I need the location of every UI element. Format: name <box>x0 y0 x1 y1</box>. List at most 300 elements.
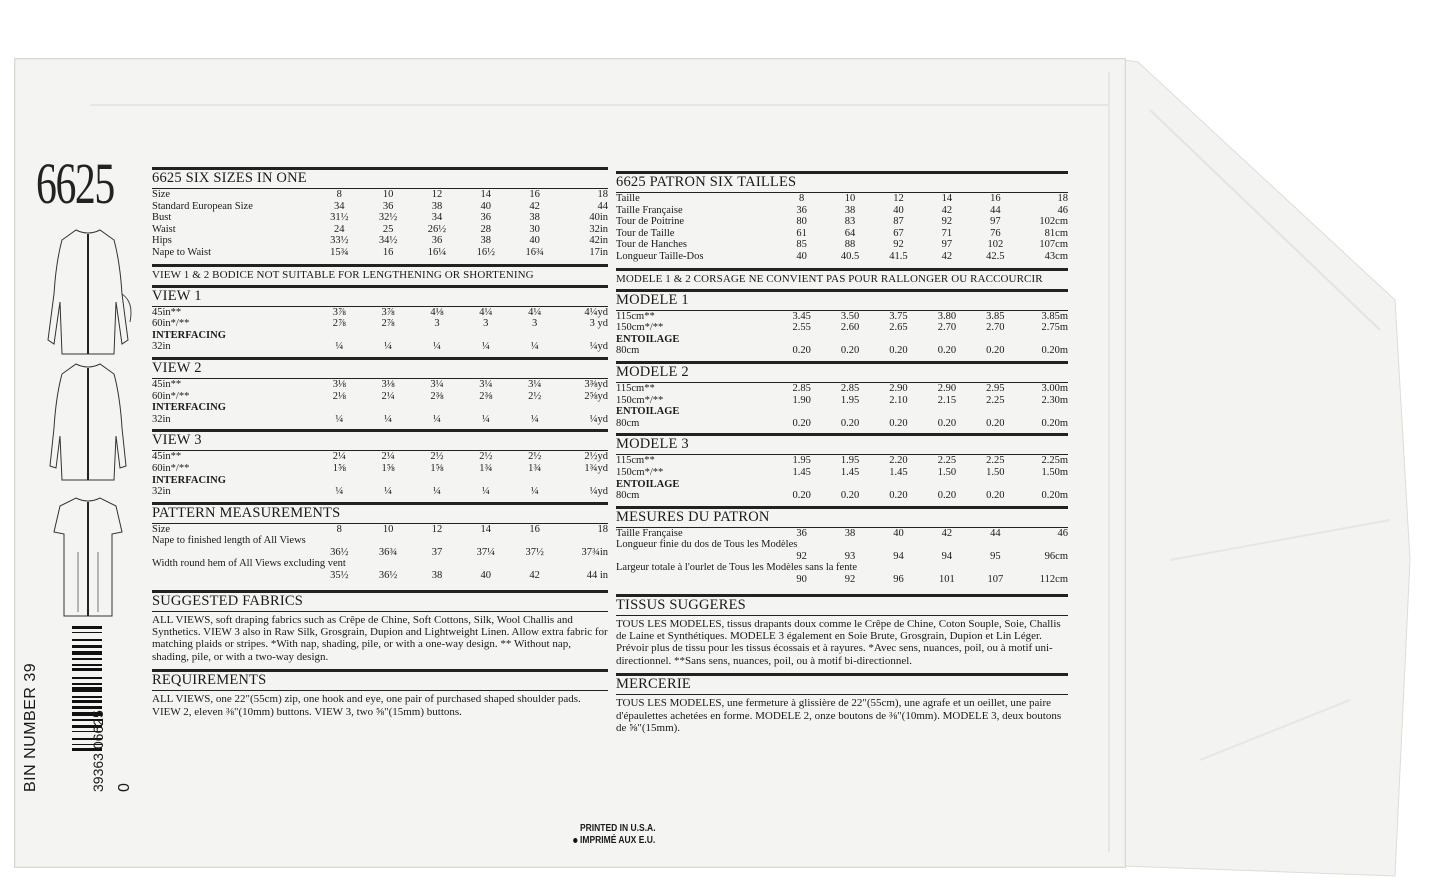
cell-value: 32in <box>589 223 608 235</box>
view-title: MODELE 3 <box>616 433 1068 452</box>
size-chart <box>152 189 608 259</box>
cell-value: 4¼ <box>479 306 493 318</box>
yardage-table <box>152 379 608 425</box>
pattern-measurements-table <box>152 524 608 582</box>
cell-value: 42 <box>529 200 540 212</box>
cell-value: 107 <box>987 574 1004 586</box>
cell-value: 101 <box>939 574 955 586</box>
yardage-row <box>152 463 608 475</box>
empty-cell <box>1020 479 1068 491</box>
cell-value: 0.20 <box>840 417 860 429</box>
cell-value: 36 <box>480 212 492 224</box>
row-label: 32in <box>152 486 171 498</box>
cell-value: 3 <box>483 318 489 330</box>
yardage-table <box>616 383 1068 429</box>
cell-value: 2.25m <box>1041 455 1068 467</box>
cell-value: 16¾ <box>525 246 544 258</box>
bodice-note-fr: MODELE 1 & 2 CORSAGE NE CONVIENT PAS POUR RALLONGER OU RACCOURCIR <box>616 268 1068 285</box>
yardage-views-fr <box>616 289 1068 502</box>
divider <box>616 694 1068 695</box>
cell-value: 1⅝ <box>381 462 395 474</box>
cell-value: 28 <box>480 223 492 235</box>
cell-value: 0.20 <box>889 417 908 429</box>
cell-value: 1⅝ <box>430 462 444 474</box>
cell-value: 0.20 <box>792 417 811 429</box>
cell-value: 15¾ <box>330 246 349 258</box>
cell-value: 92 <box>941 216 953 228</box>
cell-value: ¼ <box>530 486 539 498</box>
cell-value: 38 <box>431 570 443 582</box>
cell-value: 8 <box>336 189 342 200</box>
barcode-bar <box>72 645 102 648</box>
row-label: 60in*/** <box>152 318 190 330</box>
empty-cell <box>1020 406 1068 418</box>
cell-value: 42 <box>529 570 540 582</box>
cell-value: 3⅞ <box>381 306 395 318</box>
cell-value: ¼ <box>335 341 344 353</box>
empty-cell <box>364 475 413 487</box>
cell-value: 2.65 <box>889 322 908 334</box>
suggested-fabrics-text: ALL VIEWS, soft draping fabrics such as Crêpe de Chine, Soft Cottons, Silk, Wool Challis and Synthetics. VIEW 3 also in Raw Silk, Grosgrain, Dupion and Lightweight Linen. Allow extra fabric for matching plaids or stripes. *With nap, shading, pile, or with a one-way design. ** Without nap, shading, pile, or with a two-way design. <box>152 613 608 663</box>
empty-cell <box>777 479 825 491</box>
cell-value: 88 <box>844 239 856 251</box>
bodice-note: VIEW 1 & 2 BODICE NOT SUITABLE FOR LENGTHENING OR SHORTENING <box>152 264 608 281</box>
cell-value: ¼ <box>530 341 539 353</box>
barcode-bar <box>72 626 102 629</box>
measure-values-row <box>616 574 1068 586</box>
cell-value: 2.90 <box>889 382 908 394</box>
cell-value: 2.70 <box>986 322 1005 334</box>
row-label: Nape to Waist <box>152 246 212 258</box>
cell-value: 16 <box>990 193 1001 204</box>
cell-value: 2.15 <box>937 394 957 406</box>
pattern-number: 6625 <box>36 151 114 216</box>
row-label: Longueur finie du dos de Tous les Modèles <box>616 539 798 551</box>
measure-values-row <box>616 528 1068 540</box>
cell-value: 44 <box>990 527 1001 539</box>
cell-value: ¼ <box>481 341 490 353</box>
yardage-row <box>616 322 1068 334</box>
cell-value: 61 <box>796 227 807 239</box>
row-label: INTERFACING <box>152 474 226 486</box>
cell-value: 112cm <box>1039 574 1068 586</box>
cell-value: 0.20 <box>840 345 860 357</box>
cell-value: 40 <box>893 204 904 216</box>
cell-value: 32½ <box>378 212 398 224</box>
cell-value: 30 <box>529 223 540 235</box>
cell-value: 2¼ <box>332 451 346 463</box>
empty-cell <box>923 479 971 491</box>
cell-value: 92 <box>844 574 856 586</box>
cell-value: 1¾yd <box>584 462 608 474</box>
row-label: 80cm <box>616 490 640 502</box>
row-label: Taille <box>616 193 640 204</box>
row-label: ENTOILAGE <box>616 406 680 418</box>
measure-label-row <box>616 562 1068 574</box>
empty-cell <box>826 406 874 418</box>
cell-value: 102 <box>987 239 1004 251</box>
yardage-row <box>616 395 1068 407</box>
cell-value: 2½ <box>430 451 444 463</box>
cell-value: 2.25 <box>986 394 1005 406</box>
row-label: 115cm** <box>616 455 655 467</box>
row-label: 32in <box>152 341 171 353</box>
empty-cell <box>923 334 971 346</box>
cell-value: 2¼ <box>381 451 395 463</box>
empty-cell <box>1020 334 1068 346</box>
barcode-bar <box>72 683 102 685</box>
barcode-digits: 39363 06625 <box>90 710 106 792</box>
barcode-bar <box>72 658 102 660</box>
row-label: INTERFACING <box>152 329 226 341</box>
cell-value: 38 <box>844 527 856 539</box>
cell-value: 85 <box>796 239 807 251</box>
empty-cell <box>923 406 971 418</box>
row-label: 150cm*/** <box>616 466 664 478</box>
size-row <box>152 224 608 236</box>
requirements-title: REQUIREMENTS <box>152 669 608 688</box>
size-row <box>152 247 608 259</box>
envelope-crease <box>1108 72 1110 852</box>
cell-value: 1.90 <box>792 394 811 406</box>
empty-cell <box>874 334 922 346</box>
bin-number: BIN NUMBER 39 <box>22 662 39 792</box>
barcode-bar <box>72 632 102 634</box>
empty-cell <box>461 330 510 342</box>
yardage-row <box>616 383 1068 395</box>
cell-value: 1.50 <box>986 466 1005 478</box>
empty-cell <box>826 479 874 491</box>
cell-value: 2⅜ <box>430 390 444 402</box>
cell-value: 36 <box>796 527 807 539</box>
row-label: Tour de Poitrine <box>616 216 685 228</box>
empty-cell <box>874 406 922 418</box>
cell-value: 1.45 <box>840 466 860 478</box>
cell-value: 38 <box>529 212 540 224</box>
divider <box>616 615 1068 616</box>
cell-value: 2½ <box>528 390 542 402</box>
row-label: Nape to finished length of All Views <box>152 535 306 547</box>
size-chart-title: 6625 SIX SIZES IN ONE <box>152 167 608 186</box>
row-label: Tour de Taille <box>616 227 675 239</box>
cell-value: 1.95 <box>840 394 860 406</box>
cell-value: 1.50m <box>1041 466 1068 478</box>
cell-value: 96 <box>893 574 904 586</box>
barcode-bar <box>72 700 102 703</box>
yardage-row <box>616 479 1068 491</box>
pattern-measurements-title-fr: MESURES DU PATRON <box>616 506 1068 525</box>
empty-cell <box>364 330 413 342</box>
requirements-text: ALL VIEWS, one 22"(55cm) zip, one hook and eye, one pair of purchased shaped shoulder pads. VIEW 2, eleven ⅜"(10mm) buttons. VIEW 3, two ⅝"(15mm) buttons. <box>152 693 581 718</box>
row-label: 45in** <box>152 451 182 463</box>
row-label: 80cm <box>616 345 640 357</box>
cell-value: 2¼ <box>381 390 395 402</box>
cell-value: 2.90 <box>937 382 957 394</box>
yardage-table <box>616 455 1068 501</box>
yardage-row <box>152 318 608 330</box>
cell-value: 24 <box>334 223 345 235</box>
cell-value: 3⅞ <box>332 306 346 318</box>
cell-value: 2.20 <box>889 455 908 467</box>
barcode-bar <box>72 696 102 698</box>
cell-value: 80 <box>796 216 807 228</box>
empty-cell <box>971 406 1019 418</box>
cell-value: 2.85 <box>792 382 811 394</box>
divider <box>152 690 608 691</box>
empty-cell <box>413 330 462 342</box>
row-label <box>152 570 315 582</box>
cell-value: 42.5 <box>986 250 1005 262</box>
envelope-crease <box>90 104 1110 106</box>
view-1-sketch <box>38 222 138 362</box>
cell-value: 2⅜ <box>479 390 493 402</box>
cell-value: 0.20m <box>1041 417 1068 429</box>
pattern-measurements-title: PATTERN MEASUREMENTS <box>152 502 608 521</box>
cell-value: 37¾in <box>581 546 608 558</box>
empty-cell <box>315 330 364 342</box>
cell-value: 40 <box>893 527 904 539</box>
yardage-row <box>616 467 1068 479</box>
suggested-fabrics-text-fr: TOUS LES MODELES, tissus drapants doux comme le Crêpe de Chine, Coton Souple, Soie, Challis de Laine et Synthétiques. MODELE 3 également en Soie Brute, Grosgrain, Dupion et Lin Léger. Prévoir plus de tissu pour les tissus écossais et à rayures. *Avec sens, nuances, poil, ou à motif uni-directionnel. **Sans sens, nuances, poil, ou à motif bi-directionnel. <box>616 617 1061 667</box>
cell-value: 97 <box>941 239 953 251</box>
cell-value: 3.85 <box>986 310 1005 322</box>
cell-value: 18 <box>597 523 608 535</box>
cell-value: 2.55 <box>792 322 811 334</box>
yardage-row <box>616 418 1068 430</box>
cell-value: 25 <box>382 223 394 235</box>
cell-value: 2⅛ <box>332 390 346 402</box>
cell-value: ¼yd <box>589 413 608 425</box>
cell-value: 1.95 <box>792 455 811 467</box>
empty-cell <box>559 475 608 487</box>
row-label: 150cm*/** <box>616 322 664 334</box>
cell-value: 95 <box>990 550 1001 562</box>
yardage-row <box>616 311 1068 323</box>
cell-value: 2.25 <box>986 455 1005 467</box>
cell-value: 14 <box>480 523 492 535</box>
cell-value: 2.75m <box>1041 322 1068 334</box>
cell-value: 8 <box>799 193 805 204</box>
empty-cell <box>559 402 608 414</box>
printed-in-label <box>580 823 656 847</box>
yardage-row <box>152 451 608 463</box>
cell-value: 2⅞ <box>332 318 346 330</box>
measure-values-row <box>152 547 608 559</box>
cell-value: 1¾ <box>479 462 493 474</box>
cell-value: 2.85 <box>840 382 860 394</box>
view-3-sketch <box>38 492 138 622</box>
empty-cell <box>510 402 559 414</box>
barcode-leading-digit: 0 <box>116 783 133 792</box>
cell-value: ¼ <box>384 486 393 498</box>
cell-value: 2.30m <box>1041 394 1068 406</box>
cell-value: ¼ <box>433 341 441 353</box>
cell-value: 18 <box>597 189 608 200</box>
cell-value: ¼ <box>530 413 539 425</box>
cell-value: 93 <box>844 550 856 562</box>
cell-value: 42 <box>941 527 953 539</box>
cell-value: 3 <box>434 318 440 330</box>
cell-value: 67 <box>893 227 904 239</box>
cell-value: 3.45 <box>792 310 811 322</box>
cell-value: 94 <box>893 550 904 562</box>
barcode-bar <box>72 687 102 692</box>
row-label <box>616 551 777 563</box>
cell-value: 0.20 <box>840 490 860 502</box>
cell-value: ¼ <box>481 486 490 498</box>
cell-value: 0.20 <box>986 417 1005 429</box>
row-label: Taille Française <box>616 204 683 216</box>
size-row <box>616 216 1068 228</box>
cell-value: 40in <box>589 212 608 224</box>
cell-value: ¼ <box>335 486 344 498</box>
empty-cell <box>461 402 510 414</box>
yardage-table <box>152 451 608 497</box>
row-label: Width round hem of All Views excluding vent <box>152 558 346 570</box>
cell-value: 31½ <box>330 212 349 224</box>
yardage-row <box>152 414 608 426</box>
cell-value: 18 <box>1057 193 1068 204</box>
size-row <box>152 212 608 224</box>
empty-cell <box>315 475 364 487</box>
cell-value: 2⅞ <box>381 318 395 330</box>
cell-value: 81cm <box>1044 227 1068 239</box>
cell-value: 36½ <box>330 546 349 558</box>
cell-value: 3.50 <box>840 310 860 322</box>
empty-cell <box>413 402 462 414</box>
yardage-row <box>152 391 608 403</box>
cell-value: 102cm <box>1039 216 1068 228</box>
cell-value: ¼ <box>335 413 344 425</box>
row-label: 60in*/** <box>152 390 190 402</box>
row-label: Size <box>152 189 171 200</box>
cell-value: ¼yd <box>589 341 608 353</box>
cell-value: 17in <box>589 246 608 258</box>
size-chart-fr <box>616 193 1068 263</box>
measure-label-row <box>152 535 608 547</box>
cell-value: 3⅛ <box>332 378 346 390</box>
cell-value: 83 <box>844 216 856 228</box>
cell-value: 38 <box>480 235 492 247</box>
cell-value: 44 <box>597 200 608 212</box>
row-label: ENTOILAGE <box>616 478 680 490</box>
cell-value: 34½ <box>378 235 398 247</box>
cell-value: 0.20 <box>986 490 1005 502</box>
cell-value: ¼yd <box>589 486 608 498</box>
yardage-row <box>616 345 1068 357</box>
empty-cell <box>971 334 1019 346</box>
cell-value: 4⅛ <box>430 306 444 318</box>
cell-value: 8 <box>336 523 342 535</box>
cell-value: 40.5 <box>840 250 860 262</box>
size-row <box>616 193 1068 205</box>
cell-value: 4¼yd <box>584 306 608 318</box>
size-row <box>616 239 1068 251</box>
view-2-sketch <box>38 356 138 486</box>
cell-value: 10 <box>382 523 394 535</box>
cell-value: 4¼ <box>528 306 542 318</box>
french-column <box>616 168 1068 735</box>
cell-value: 12 <box>431 189 443 200</box>
cell-value: 3.80 <box>937 310 957 322</box>
empty-cell <box>874 479 922 491</box>
size-row <box>152 235 608 247</box>
requirements-text-fr: TOUS LES MODELES, une fermeture à glissière de 22"(55cm), une agrafe et un oeillet, une paire d'épaulettes achetées en forme. MODELE 2, onze boutons de ⅜"(10mm). MODELE 3, deux boutons de ⅝"(15mm). <box>616 697 1062 735</box>
empty-cell <box>510 330 559 342</box>
yardage-row <box>152 307 608 319</box>
cell-value: 40 <box>480 200 492 212</box>
cell-value: 16 <box>529 523 540 535</box>
cell-value: 2½yd <box>584 451 608 463</box>
cell-value: 40 <box>796 250 807 262</box>
yardage-row <box>152 486 608 498</box>
view-title: VIEW 2 <box>152 357 608 376</box>
row-label: 32in <box>152 413 171 425</box>
cell-value: 16 <box>382 246 394 258</box>
cell-value: 46 <box>1057 204 1068 216</box>
cell-value: 38 <box>431 200 443 212</box>
empty-cell <box>364 402 413 414</box>
cell-value: 40 <box>480 570 492 582</box>
cell-value: 1¾ <box>528 462 542 474</box>
cell-value: 2.10 <box>889 394 908 406</box>
size-row <box>616 205 1068 217</box>
size-row <box>616 228 1068 240</box>
cell-value: 46 <box>1057 527 1068 539</box>
yardage-row <box>616 334 1068 346</box>
cell-value: 3⅛ <box>381 378 395 390</box>
empty-cell <box>559 330 608 342</box>
cell-value: 71 <box>941 227 953 239</box>
cell-value: 0.20m <box>1041 490 1068 502</box>
cell-value: 96cm <box>1044 550 1068 562</box>
measure-label-row <box>152 558 608 570</box>
yardage-row <box>152 475 608 487</box>
cell-value: 90 <box>796 574 807 586</box>
row-label: 115cm** <box>616 310 655 322</box>
empty-cell <box>510 475 559 487</box>
cell-value: 37 <box>431 546 443 558</box>
row-label: 45in** <box>152 378 182 390</box>
cell-value: 36 <box>382 200 394 212</box>
yardage-row <box>616 490 1068 502</box>
cell-value: 10 <box>382 189 394 200</box>
cell-value: 3⅜yd <box>584 378 608 390</box>
cell-value: 12 <box>893 193 904 204</box>
cell-value: 1⅝ <box>332 462 346 474</box>
measure-label-row <box>616 539 1068 551</box>
cell-value: 97 <box>990 216 1001 228</box>
row-label <box>616 574 777 586</box>
cell-value: 76 <box>990 227 1001 239</box>
bullet-dot <box>573 838 577 843</box>
yardage-table <box>616 311 1068 357</box>
row-label: Standard European Size <box>152 200 253 212</box>
cell-value: 14 <box>480 189 492 200</box>
cell-value: 26½ <box>427 223 447 235</box>
row-label: Largeur totale à l'ourlet de Tous les Modèles sans la fente <box>616 562 858 574</box>
requirements-title-fr: MERCERIE <box>616 673 1068 692</box>
barcode-bar <box>72 677 102 679</box>
empty-cell <box>777 406 825 418</box>
yardage-views <box>152 285 608 498</box>
size-row <box>616 251 1068 263</box>
cell-value: 16 <box>529 189 540 200</box>
divider <box>152 611 608 612</box>
cell-value: 3.75 <box>889 310 908 322</box>
cell-value: 3 yd <box>589 318 608 330</box>
cell-value: 2.60 <box>840 322 860 334</box>
